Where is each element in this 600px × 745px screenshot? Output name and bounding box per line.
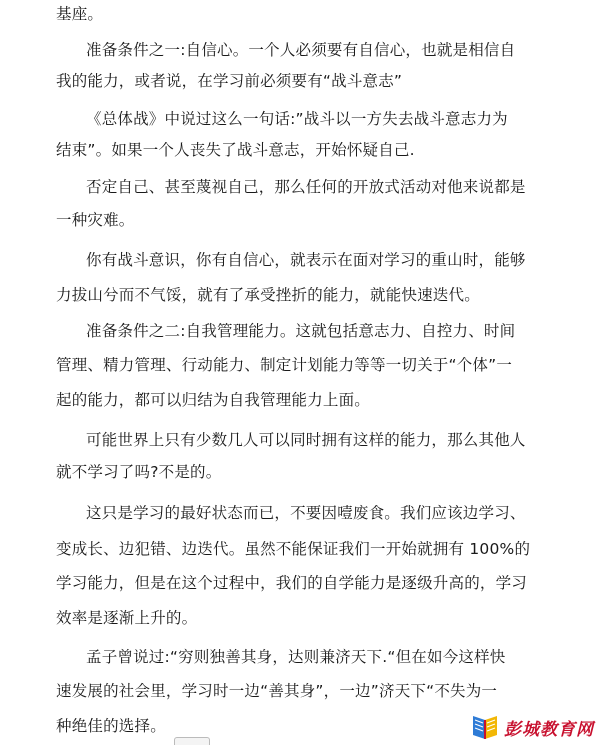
text-line: 一种灾难。 — [56, 211, 135, 229]
text-line: 速发展的社会里，学习时一边“善其身”，一边”济天下“不失为一 — [56, 682, 498, 700]
text-line: 《总体战》中说过这么一句话:”战斗以一方失去战斗意志力为 — [86, 110, 508, 128]
text-line: 学习能力，但是在这个过程中，我们的自学能力是逐级升高的，学习 — [56, 574, 528, 592]
text-line: 这只是学习的最好状态而已，不要因噎废食。我们应该边学习、 — [86, 504, 526, 522]
text-line: 否定自己、甚至蔑视自己，那么任何的开放式活动对他来说都是 — [86, 178, 526, 196]
text-line: 你有战斗意识，你有自信心，就表示在面对学习的重山时，能够 — [86, 251, 526, 269]
book-logo-icon — [470, 714, 500, 740]
text-line: 基座。 — [56, 5, 104, 23]
text-line: 效率是逐渐上升的。 — [56, 609, 198, 627]
watermark-text: 彭城教育网 — [504, 719, 594, 740]
text-line: 起的能力，都可以归结为自我管理能力上面。 — [56, 391, 371, 409]
text-line: 就不学习了吗?不是的。 — [56, 463, 222, 481]
text-line: 力拔山兮而不气馁，就有了承受挫折的能力，就能快速迭代。 — [56, 286, 480, 304]
text-line: 准备条件之二:自我管理能力。这就包括意志力、自控力、时间 — [86, 322, 516, 340]
text-line: 孟子曾说过:“穷则独善其身，达则兼济天下.“但在如今这样快 — [86, 648, 506, 666]
site-watermark — [470, 714, 594, 740]
text-line: 管理、精力管理、行动能力、制定计划能力等等一切关于“个体”一 — [56, 356, 513, 374]
text-line: 结束”。如果一个人丧失了战斗意志，开始怀疑自己. — [56, 141, 415, 159]
text-line: 可能世界上只有少数几人可以同时拥有这样的能力，那么其他人 — [86, 431, 526, 449]
text-line: 我的能力，或者说，在学习前必须要有“战斗意志” — [56, 72, 403, 90]
text-line: 种绝佳的选择。 — [56, 717, 166, 735]
text-line: 变成长、边犯错、边迭代。虽然不能保证我们一开始就拥有 100%的 — [56, 540, 531, 558]
text-line: 准备条件之一:自信心。一个人必须要有自信心，也就是相信自 — [86, 41, 516, 59]
